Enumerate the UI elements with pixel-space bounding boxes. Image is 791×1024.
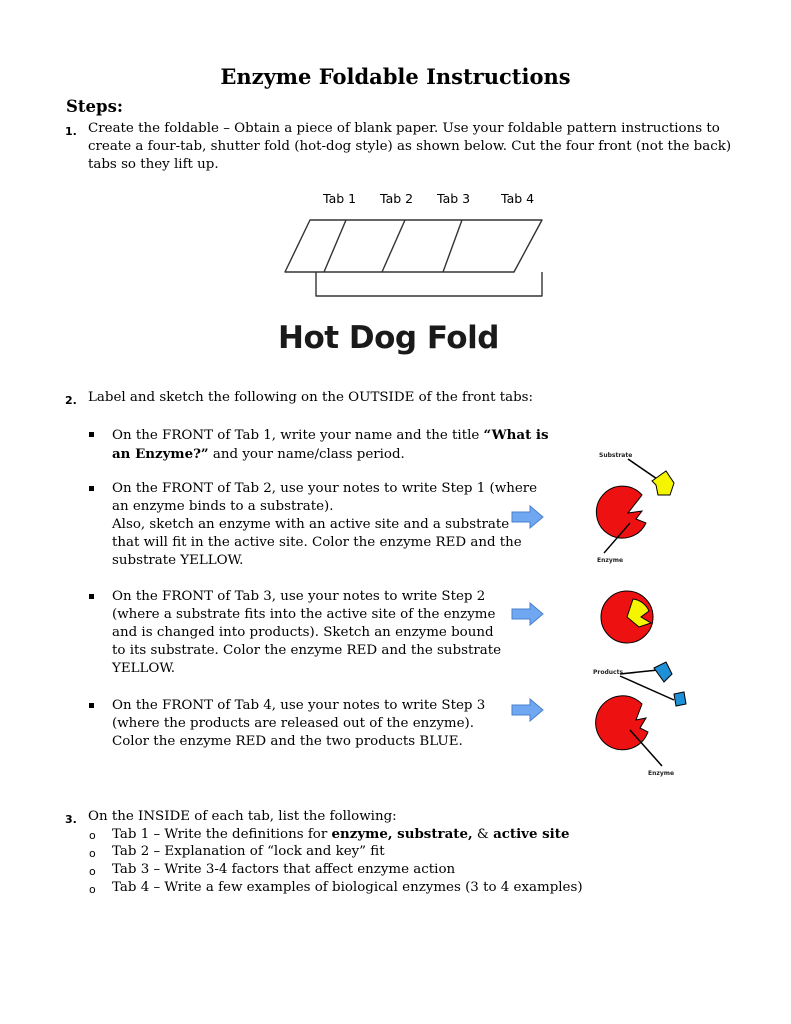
bullet-tab-2 — [112, 480, 537, 570]
list-bold-text: active site — [493, 826, 570, 842]
enzyme-bound-substrate-diagram — [595, 587, 665, 647]
bullet-line: substrate YELLOW. — [112, 553, 244, 568]
list-item: Tab 4 – Write a few examples of biological enzymes (3 to 4 examples) — [112, 880, 583, 895]
substrate-label: Substrate — [599, 452, 633, 459]
list-text: & — [472, 827, 494, 842]
right-arrow-icon — [511, 602, 545, 626]
step-1-line: tabs so they lift up. — [88, 157, 219, 172]
list-text: Tab 1 – Write the definitions for — [112, 827, 332, 842]
list-marker: o — [89, 865, 96, 878]
step-2-number: 2. — [65, 394, 77, 407]
list-bold-text: enzyme, substrate, — [331, 826, 473, 842]
bullet-line: (where a substrate fits into the active site of the enzyme — [112, 607, 496, 622]
bullet-line: On the FRONT of Tab 3, use your notes to write Step 2 — [112, 589, 486, 604]
fold-tab-cut — [382, 220, 405, 272]
page-title: Enzyme Foldable Instructions — [220, 64, 571, 89]
tab-1-label: Tab 1 — [323, 191, 357, 206]
enzyme-label: Enzyme — [648, 770, 675, 777]
list-item: Tab 2 – Explanation of “lock and key” fit — [112, 844, 385, 859]
bullet-tab-3 — [112, 588, 501, 678]
enzyme-substrate-diagram — [590, 455, 690, 565]
bullet-line: On the FRONT of Tab 4, use your notes to write Step 3 — [112, 698, 486, 713]
bullet-line: On the FRONT of Tab 2, use your notes to write Step 1 (where — [112, 481, 538, 496]
bullet-marker — [89, 432, 94, 437]
fold-front-panel — [285, 220, 542, 272]
step-1-line: create a four-tab, shutter fold (hot-dog style) as shown below. Cut the four front (not the back) — [88, 139, 732, 154]
list-item — [112, 825, 569, 844]
bullet-line: (where the products are released out of the enzyme). — [112, 716, 475, 731]
bullet-line: and is changed into products). Sketch an enzyme bound — [112, 625, 494, 640]
hot-dog-fold-diagram — [280, 208, 550, 303]
step-1-line: Create the foldable – Obtain a piece of blank paper. Use your foldable pattern instructions to — [88, 121, 720, 136]
products-label: Products — [593, 669, 624, 676]
bullet-marker — [89, 486, 94, 491]
bullet-line: to its substrate. Color the enzyme RED and the substrate — [112, 643, 502, 658]
list-marker: o — [89, 883, 96, 896]
bullet-tab-4 — [112, 697, 485, 751]
list-item: Tab 3 – Write 3-4 factors that affect enzyme action — [112, 862, 456, 877]
right-arrow-icon — [511, 505, 545, 529]
fold-back-panel — [316, 272, 542, 296]
enzyme-products-diagram — [590, 658, 700, 773]
step-1-number: 1. — [65, 125, 77, 138]
tab-4-label: Tab 4 — [501, 191, 535, 206]
bullet-line: that will fit in the active site. Color the enzyme RED and the — [112, 535, 522, 550]
tab-3-label: Tab 3 — [437, 191, 471, 206]
bullet-marker — [89, 703, 94, 708]
fold-tab-cut — [324, 220, 346, 272]
bullet-bold-text: an Enzyme?” — [112, 446, 209, 462]
bullet-text: On the FRONT of Tab 1, write your name and the title — [112, 428, 484, 443]
bullet-text: and your name/class period. — [208, 447, 405, 462]
bullet-line: YELLOW. — [112, 661, 176, 676]
step-2-intro: Label and sketch the following on the OUTSIDE of the front tabs: — [88, 390, 534, 405]
bullet-line: an enzyme binds to a substrate). — [112, 499, 334, 514]
list-marker: o — [89, 847, 96, 860]
steps-heading: Steps: — [66, 97, 123, 116]
bullet-line: Also, sketch an enzyme with an active site and a substrate — [112, 517, 510, 532]
enzyme-label: Enzyme — [597, 557, 624, 564]
right-arrow-icon — [511, 698, 545, 722]
step-3-intro: On the INSIDE of each tab, list the following: — [88, 809, 397, 824]
step-3-number: 3. — [65, 813, 77, 826]
bullet-marker — [89, 594, 94, 599]
list-marker: o — [89, 829, 96, 842]
hot-dog-fold-caption: Hot Dog Fold — [278, 320, 499, 356]
bullet-tab-1 — [112, 426, 549, 464]
fold-tab-cut — [443, 220, 462, 272]
tab-2-label: Tab 2 — [380, 191, 414, 206]
step-1-text — [88, 120, 731, 174]
bullet-line: Color the enzyme RED and the two products BLUE. — [112, 734, 463, 749]
bullet-bold-text: “What is — [483, 427, 549, 443]
